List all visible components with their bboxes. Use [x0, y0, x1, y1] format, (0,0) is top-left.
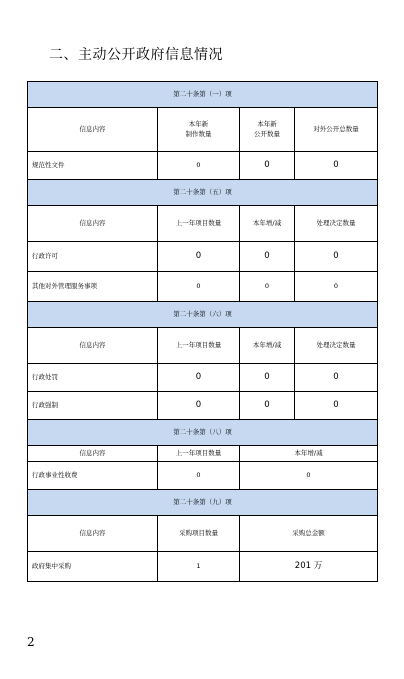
- table-row: [28, 272, 378, 302]
- column-header: 本年增/减: [240, 328, 295, 364]
- cell-value: 0: [240, 364, 295, 392]
- column-header: 上一年项目数量: [158, 328, 240, 364]
- cell-value: 0: [158, 364, 240, 392]
- page-number: 2: [27, 635, 35, 649]
- row-label: 规范性文件: [28, 152, 158, 180]
- table-row: [28, 552, 378, 582]
- section-row-s5: [28, 180, 378, 206]
- cell-value: 0: [158, 462, 240, 490]
- cell-value: 0: [295, 392, 378, 420]
- section-row-s1: [28, 82, 378, 108]
- column-header: 信息内容: [28, 328, 158, 364]
- column-header: 本年新 公开数量: [240, 108, 295, 152]
- section-row-s9: [28, 490, 378, 516]
- section-title: 第二十条第（六）项: [28, 302, 378, 328]
- row-label: 其他对外管理服务事项: [28, 272, 158, 302]
- header-row: [28, 108, 378, 152]
- cell-value: 0: [158, 242, 240, 272]
- header-row: [28, 446, 378, 462]
- section-row-s8: [28, 420, 378, 446]
- table-row: [28, 392, 378, 420]
- header-row: [28, 328, 378, 364]
- cell-value: 0: [158, 392, 240, 420]
- cell-value: 0: [158, 272, 240, 302]
- header-row: [28, 516, 378, 552]
- cell-value: 0: [295, 242, 378, 272]
- cell-value: 0: [240, 242, 295, 272]
- section-title: 第二十条第（九）项: [28, 490, 378, 516]
- column-header: 信息内容: [28, 206, 158, 242]
- table-row: [28, 364, 378, 392]
- cell-value: 0: [295, 152, 378, 180]
- cell-value: 0: [240, 392, 295, 420]
- column-header: 采购总金额: [240, 516, 378, 552]
- column-header: 上一年项目数量: [158, 446, 240, 462]
- cell-value: 0: [240, 462, 378, 490]
- column-header: 采购项目数量: [158, 516, 240, 552]
- section-row-s6: [28, 302, 378, 328]
- row-label: 行政事业性收费: [28, 462, 158, 490]
- cell-value: 0: [295, 364, 378, 392]
- row-label: 政府集中采购: [28, 552, 158, 582]
- column-header: 信息内容: [28, 516, 158, 552]
- column-header: 处理决定数量: [295, 206, 378, 242]
- table-row: [28, 152, 378, 180]
- section-heading: 二、主动公开政府信息情况: [49, 47, 223, 63]
- column-header: 上一年项目数量: [158, 206, 240, 242]
- cell-value: 0: [158, 152, 240, 180]
- cell-value: 1: [158, 552, 240, 582]
- disclosure-table: [27, 81, 378, 582]
- row-label: 行政处罚: [28, 364, 158, 392]
- cell-value: 201 万: [240, 552, 378, 582]
- cell-value: 0: [295, 272, 378, 302]
- row-label: 行政强制: [28, 392, 158, 420]
- table-row: [28, 462, 378, 490]
- column-header: 处理决定数量: [295, 328, 378, 364]
- column-header: 本年增/减: [240, 206, 295, 242]
- section-title: 第二十条第（八）项: [28, 420, 378, 446]
- cell-value: 0: [240, 152, 295, 180]
- header-row: [28, 206, 378, 242]
- section-title: 第二十条第（一）项: [28, 82, 378, 108]
- column-header: 本年新 制作数量: [158, 108, 240, 152]
- column-header: 信息内容: [28, 446, 158, 462]
- column-header: 对外公开总数量: [295, 108, 378, 152]
- column-header: 本年增/减: [240, 446, 378, 462]
- column-header: 信息内容: [28, 108, 158, 152]
- section-title: 第二十条第（五）项: [28, 180, 378, 206]
- table-row: [28, 242, 378, 272]
- row-label: 行政许可: [28, 242, 158, 272]
- cell-value: 0: [240, 272, 295, 302]
